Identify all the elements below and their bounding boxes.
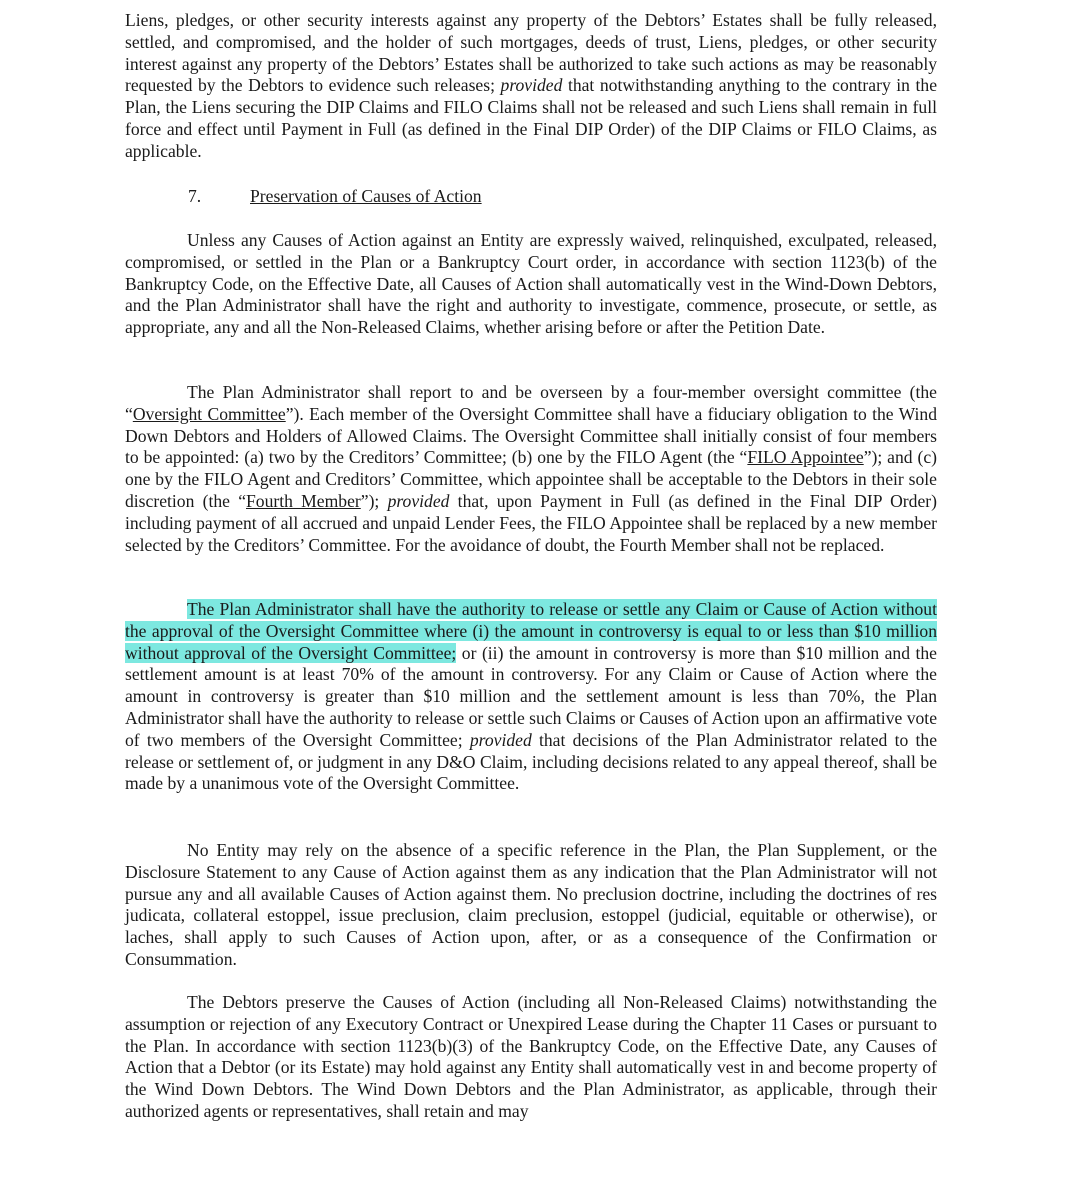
paragraph-causes-vest: Unless any Causes of Action against an Entity are expressly waived, relinquished, exculpated, released, compromised, or settled in the Plan or a Bankruptcy Court order, in accordance with section 1123(b) of the Bankruptcy Code, on the Effective Date, all Causes of Action shall automatically vest in the Wind-Down Debtors, and the Plan Administrator shall have the right and authority to investigate, commence, prosecute, or settle, as appropriate, any and all the Non-Released Claims, whether arising before or after the Petition Date. [125, 230, 937, 338]
paragraph-no-reliance: No Entity may rely on the absence of a specific reference in the Plan, the Plan Supplement, or the Disclosure Statement to any Cause of Action against them as any indication that the Plan Administrator will not pursue any and all available Causes of Action against them. No preclusion doctrine, including the doctrines of res judicata, collateral estoppel, issue preclusion, claim preclusion, estoppel (judicial, equitable or otherwise), or laches, shall apply to such Causes of Action upon, after, or as a consequence of the Confirmation or Consummation. [125, 840, 937, 969]
paragraph-debtors-preserve: The Debtors preserve the Causes of Action (including all Non-Released Claims) notwithstanding the assumption or rejection of any Executory Contract or Unexpired Lease during the Chapter 11 Cases or pursuant to the Plan. In accordance with section 1123(b)(3) of the Bankruptcy Code, on the Effective Date, any Causes of Action that a Debtor (or its Estate) may hold against any Entity shall automatically vest in and become property of the Wind Down Debtors. The Wind Down Debtors and the Plan Administrator, as applicable, through their authorized agents or representatives, shall retain and may [125, 992, 937, 1121]
defined-term-oversight-committee: Oversight Committee [132, 403, 286, 424]
section-number: 7. [188, 186, 202, 206]
defined-term-fourth-member: Fourth Member [246, 490, 361, 511]
section-title: Preservation of Causes of Action [250, 186, 482, 206]
paragraph-oversight-committee: The Plan Administrator shall report to and be overseen by a four-member oversight committee (the “Oversight Committee”). Each member of the Oversight Committee shall have a fiduciary obligation to the Wind Down Debtors and Holders of Allowed Claims. The Oversight Committee shall initially consist of four members to be appointed: (a) two by the Creditors’ Committee; (b) one by the FILO Agent (the “FILO Appointee”); and (c) one by the FILO Agent and Creditors’ Committee, which appointee shall be acceptable to the Debtors in their sole discretion (the “Fourth Member”); provided that, upon Payment in Full (as defined in the Final DIP Order) including payment of all accrued and unpaid Lender Fees, the FILO Appointee shall be replaced by a new member selected by the Creditors’ Committee. For the avoidance of doubt, the Fourth Member shall not be replaced. [125, 382, 937, 555]
highlighted-text: The Plan Administrator shall have the authority to release or settle any Claim or Cause of Action without the approval of the Oversight Committee where (i) the amount in controversy is equal to or less than $10 million without approval of the Oversight Committee; [125, 599, 937, 663]
defined-term-filo-appointee: FILO Appointee [747, 447, 864, 468]
section-heading [188, 185, 482, 207]
paragraph-settlement-authority: The Plan Administrator shall have the authority to release or settle any Claim or Cause of Action without the approval of the Oversight Committee where (i) the amount in controversy is equal to or less than $10 million without approval of the Oversight Committee; or (ii) the amount in controversy is more than $10 million and the settlement amount is at least 70% of the amount in controversy. For any Claim or Cause of Action where the amount in controversy is greater than $10 million and the settlement amount is less than 70%, the Plan Administrator shall have the authority to release or settle such Claims or Causes of Action upon an affirmative vote of two members of the Oversight Committee; provided that decisions of the Plan Administrator related to the release or settlement of, or judgment in any D&O Claim, including decisions related to any appeal thereof, shall be made by a unanimous vote of the Oversight Committee. [125, 599, 938, 794]
paragraph-liens-release: Liens, pledges, or other security interests against any property of the Debtors’ Estates shall be fully released, settled, and compromised, and the holder of such mortgages, deeds of trust, Liens, pledges, or other security interest against any property of the Debtors’ Estates shall be authorized to take such actions as may be reasonably requested by the Debtors to evidence such releases; provided that notwithstanding anything to the contrary in the Plan, the Liens securing the DIP Claims and FILO Claims shall not be released and such Liens shall remain in full force and effect until Payment in Full (as defined in the Final DIP Order) of the DIP Claims or FILO Claims, as applicable. [125, 10, 937, 161]
